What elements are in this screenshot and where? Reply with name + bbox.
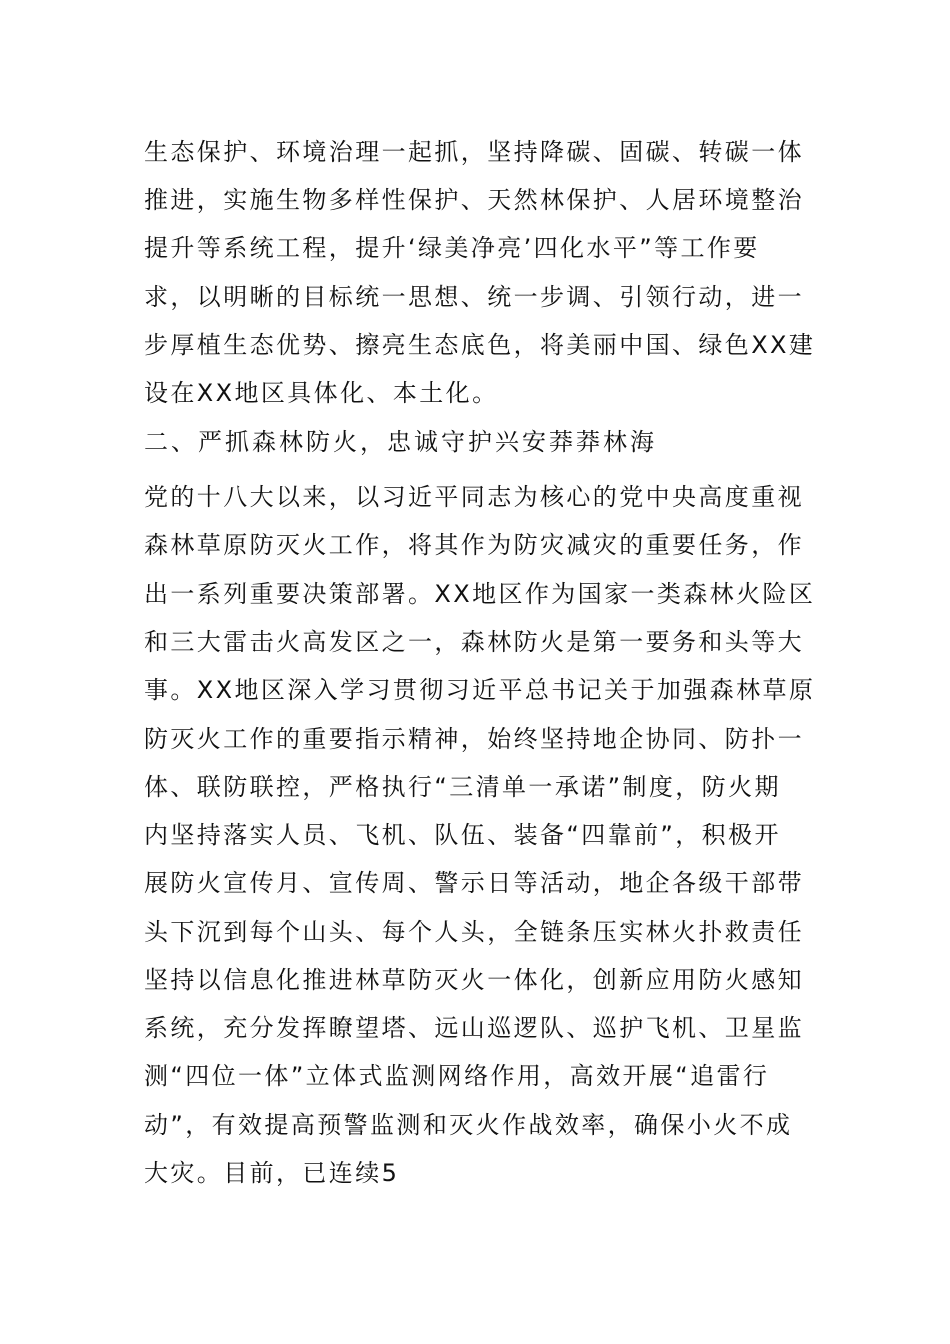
paragraph-line: 和三大雷击火高发区之一，森林防火是第一要务和头等大 (144, 628, 804, 656)
paragraph-line: 体、联防联控，严格执行“三清单一承诺”制度，防火期 (144, 773, 781, 801)
paragraph-line: 出一系列重要决策部署。XX地区作为国家一类森林火险区 (144, 580, 816, 608)
paragraph-line: 动”，有效提高预警监测和灭火作战效率，确保小火不成 (144, 1111, 793, 1139)
paragraph-line: 事。XX地区深入学习贯彻习近平总书记关于加强森林草原 (144, 676, 816, 704)
paragraph-line: 系统，充分发挥瞭望塔、远山巡逻队、巡护飞机、卫星监 (144, 1014, 804, 1042)
paragraph-line: 推进，实施生物多样性保护、天然林保护、人居环境整治 (144, 186, 804, 214)
paragraph-line: 提升等系统工程，提升‘绿美净亮’四化水平”等工作要 (144, 234, 760, 262)
paragraph-line: 设在XX地区具体化、本土化。 (144, 379, 499, 407)
paragraph-line: 步厚植生态优势、擦亮生态底色，将美丽中国、绿色XX建 (144, 331, 816, 359)
paragraph-line: 坚持以信息化推进林草防灭火一体化，创新应用防火感知 (144, 966, 804, 994)
paragraph-line: 大灾。目前，已连续5 (144, 1159, 400, 1187)
paragraph-line: 党的十八大以来，以习近平同志为核心的党中央高度重视 (144, 483, 804, 511)
paragraph-line: 防灭火工作的重要指示精神，始终坚持地企协同、防扑一 (144, 725, 804, 753)
paragraph-line: 测“四位一体”立体式监测网络作用，高效开展“追雷行 (144, 1062, 770, 1090)
paragraph-line: 生态保护、环境治理一起抓，坚持降碳、固碳、转碳一体 (144, 138, 804, 166)
paragraph-line: 森林草原防灭火工作，将其作为防灾减灾的重要任务，作 (144, 531, 804, 559)
paragraph-line: 头下沉到每个山头、每个人头，全链条压实林火扑救责任 (144, 918, 804, 946)
paragraph-line: 展防火宣传月、宣传周、警示日等活动，地企各级干部带 (144, 869, 804, 897)
paragraph-line: 内坚持落实人员、飞机、队伍、装备“四靠前”，积极开 (144, 821, 781, 849)
paragraph-line: 求，以明晰的目标统一思想、统一步调、引领行动，进一 (144, 283, 804, 311)
section-heading: 二、严抓森林防火，忠诚守护兴安莽莽林海 (144, 428, 657, 456)
